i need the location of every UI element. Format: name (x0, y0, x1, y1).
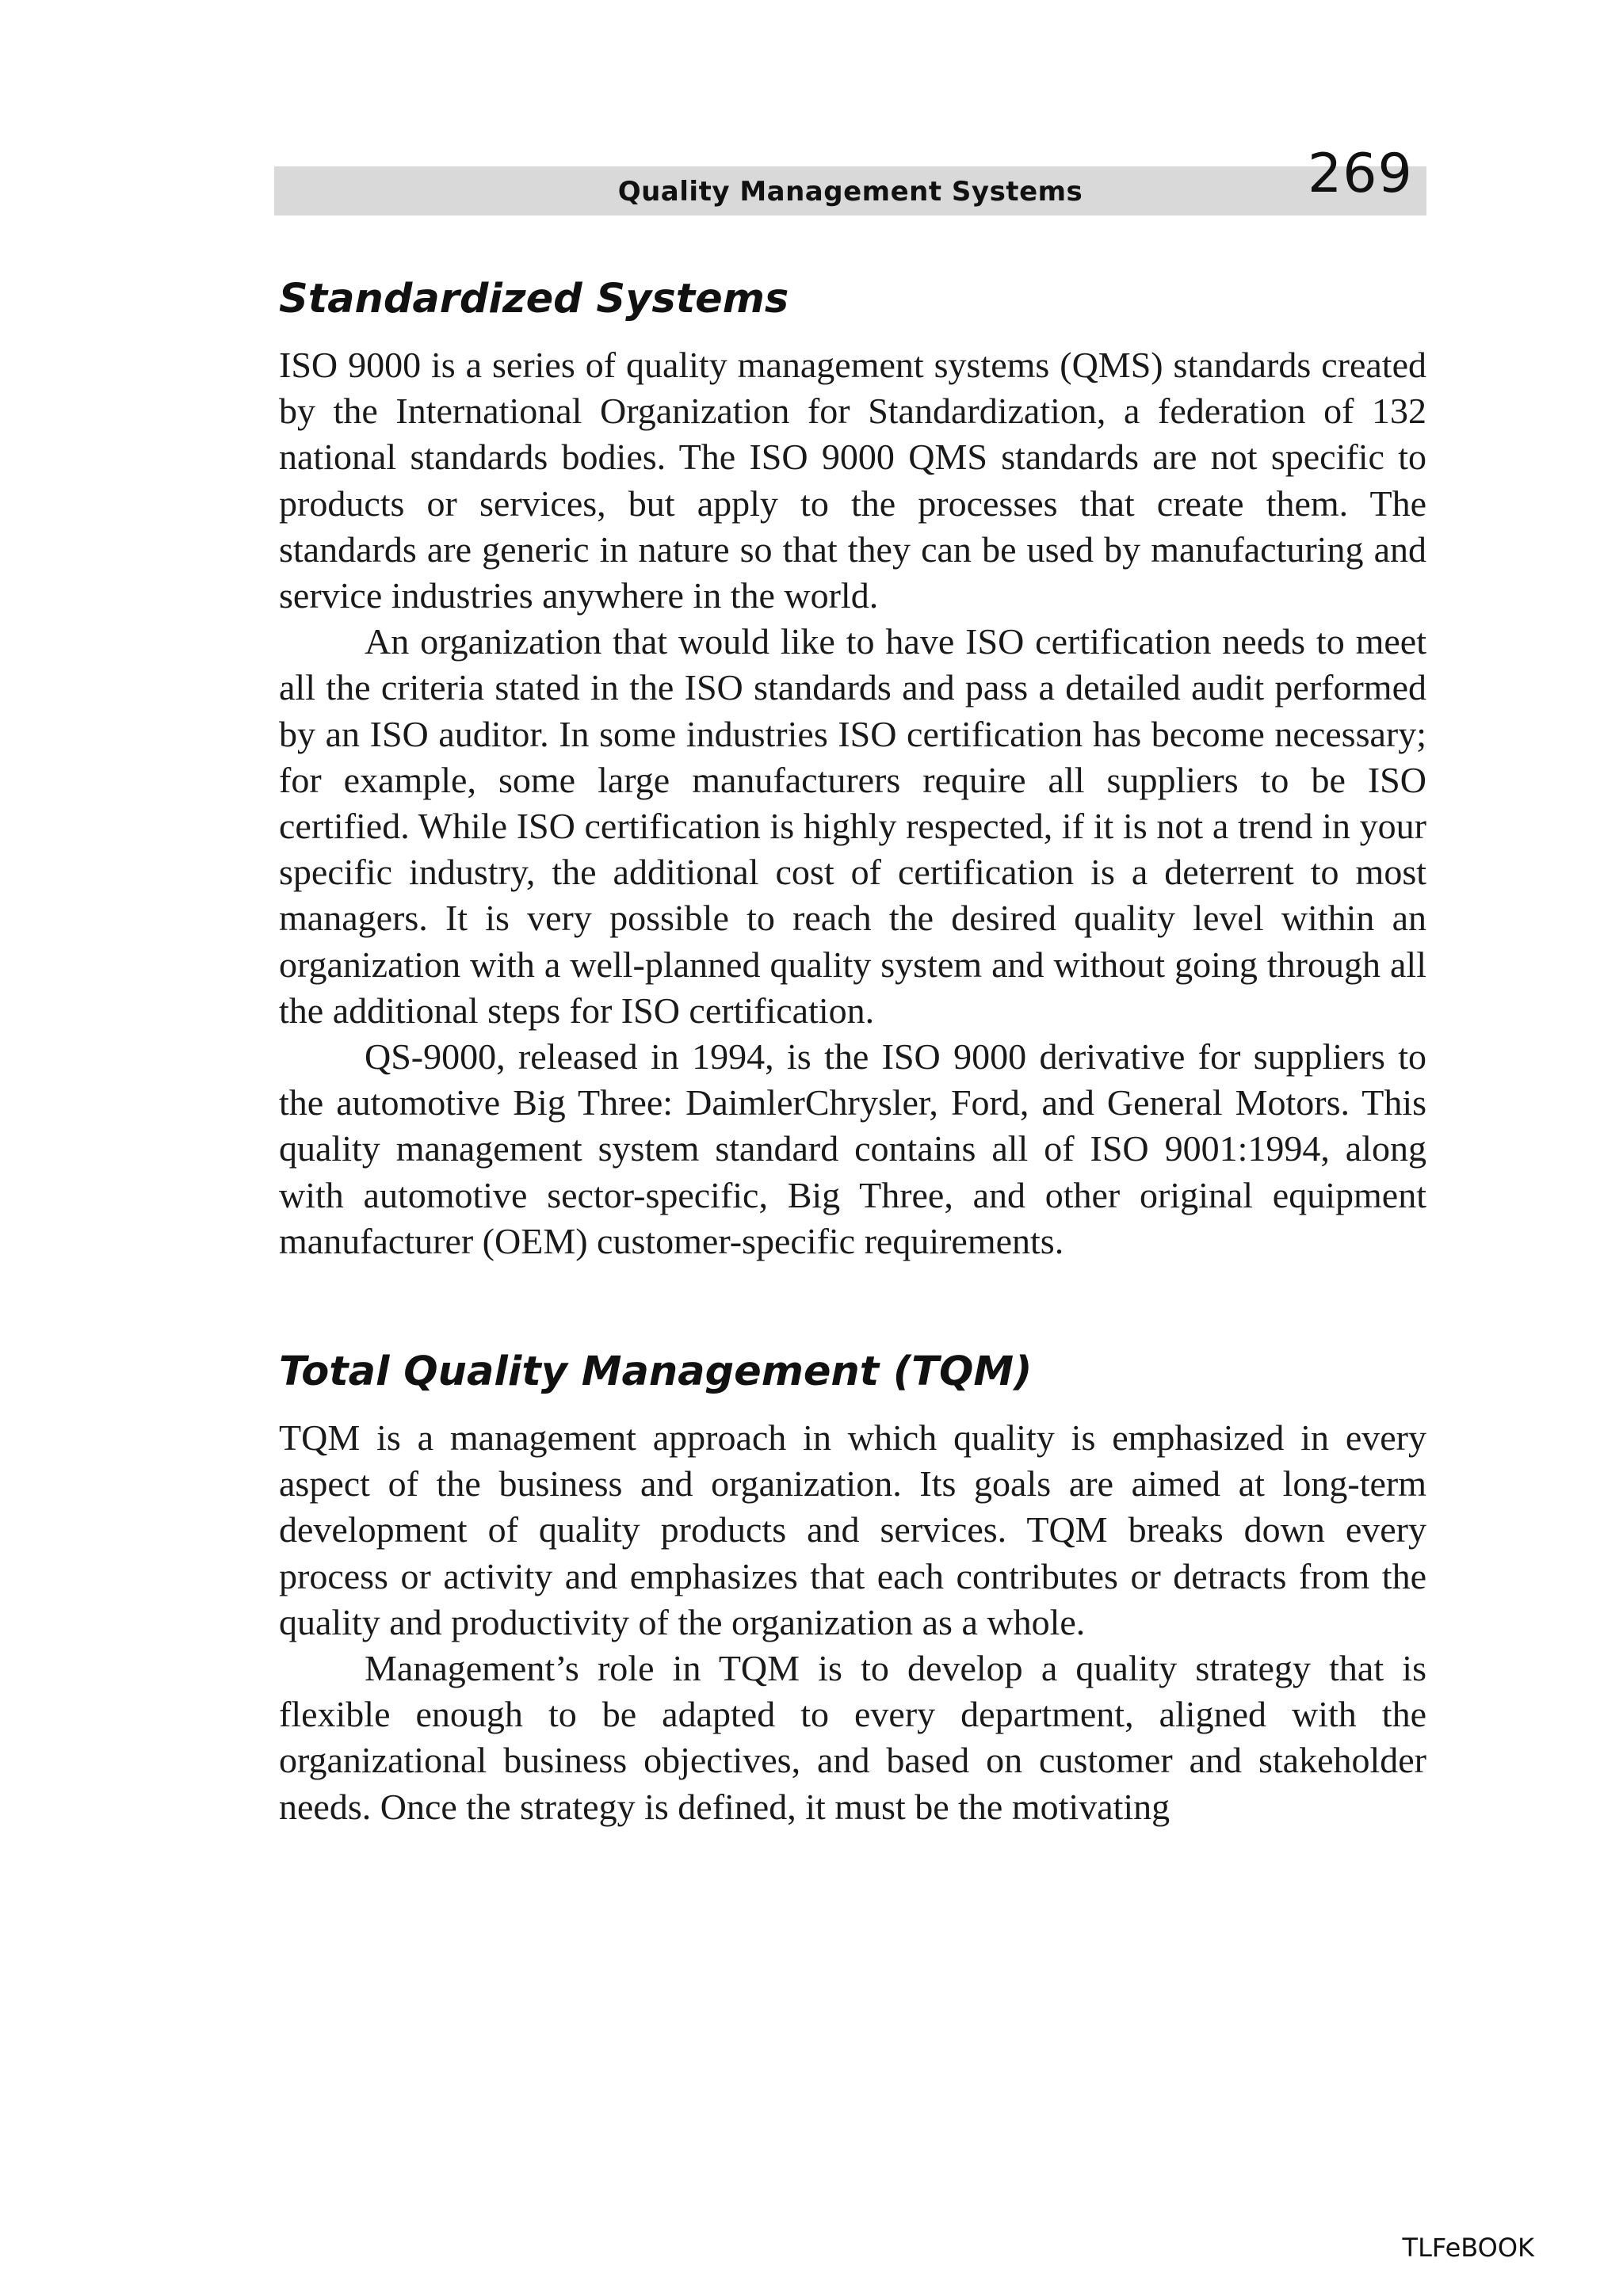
paragraph: QS-9000, released in 1994, is the ISO 9000 derivative for suppliers to the automotive Big Three: DaimlerChrysler, Ford, and General Motors. This quality management system standard contains all of ISO 9001:1994, along with automotive sector-specific, Big Three, and other original equipment manufacturer (OEM) customer-specific requirements. (279, 1036, 1426, 1261)
paragraph: TQM is a management approach in which quality is emphasized in every aspect of the business and organization. Its goals are aimed at long-term development of quality products and services. TQM breaks down every process or activity and emphasizes that each contributes or detracts from the quality and productivity of the organization as a whole. (279, 1417, 1426, 1642)
section-standardized-systems (279, 274, 1426, 1264)
section-total-quality-management (279, 1347, 1426, 1830)
page-body (279, 274, 1426, 1830)
page-number: 269 (1308, 143, 1413, 205)
section-heading: Standardized Systems (279, 276, 789, 322)
paragraph: Management’s role in TQM is to develop a quality strategy that is flexible enough to be adapted to every department, aligned with the organizational business objectives, and based on customer and stakeholder needs. Once the strategy is defined, it must be the motivating (279, 1648, 1426, 1827)
paragraph: An organization that would like to have ISO certification needs to meet all the criteria stated in the ISO standards and pass a detailed audit performed by an ISO auditor. In some industries ISO certification has become necessary; for example, some large manufacturers require all suppliers to be ISO certified. While ISO certification is highly respected, if it is not a trend in your specific industry, the additional cost of certification is a deterrent to most managers. It is very possible to reach the desired quality level within an organization with a well-planned quality system and without going through all the additional steps for ISO certification. (279, 621, 1426, 1031)
section-heading: Total Quality Management (TQM) (279, 1348, 1033, 1396)
paragraph: ISO 9000 is a series of quality management systems (QMS) standards created by the International Organization for Standardization, a federation of 132 national standards bodies. The ISO 9000 QMS standards are not specific to products or services, but apply to the processes that create them. The standards are generic in nature so that they can be used by manufacturing and service industries anywhere in the world. (279, 345, 1426, 616)
watermark: TLFeBOOK (1402, 2233, 1534, 2263)
running-header-title: Quality Management Systems (617, 176, 1083, 208)
running-header (274, 166, 1426, 215)
